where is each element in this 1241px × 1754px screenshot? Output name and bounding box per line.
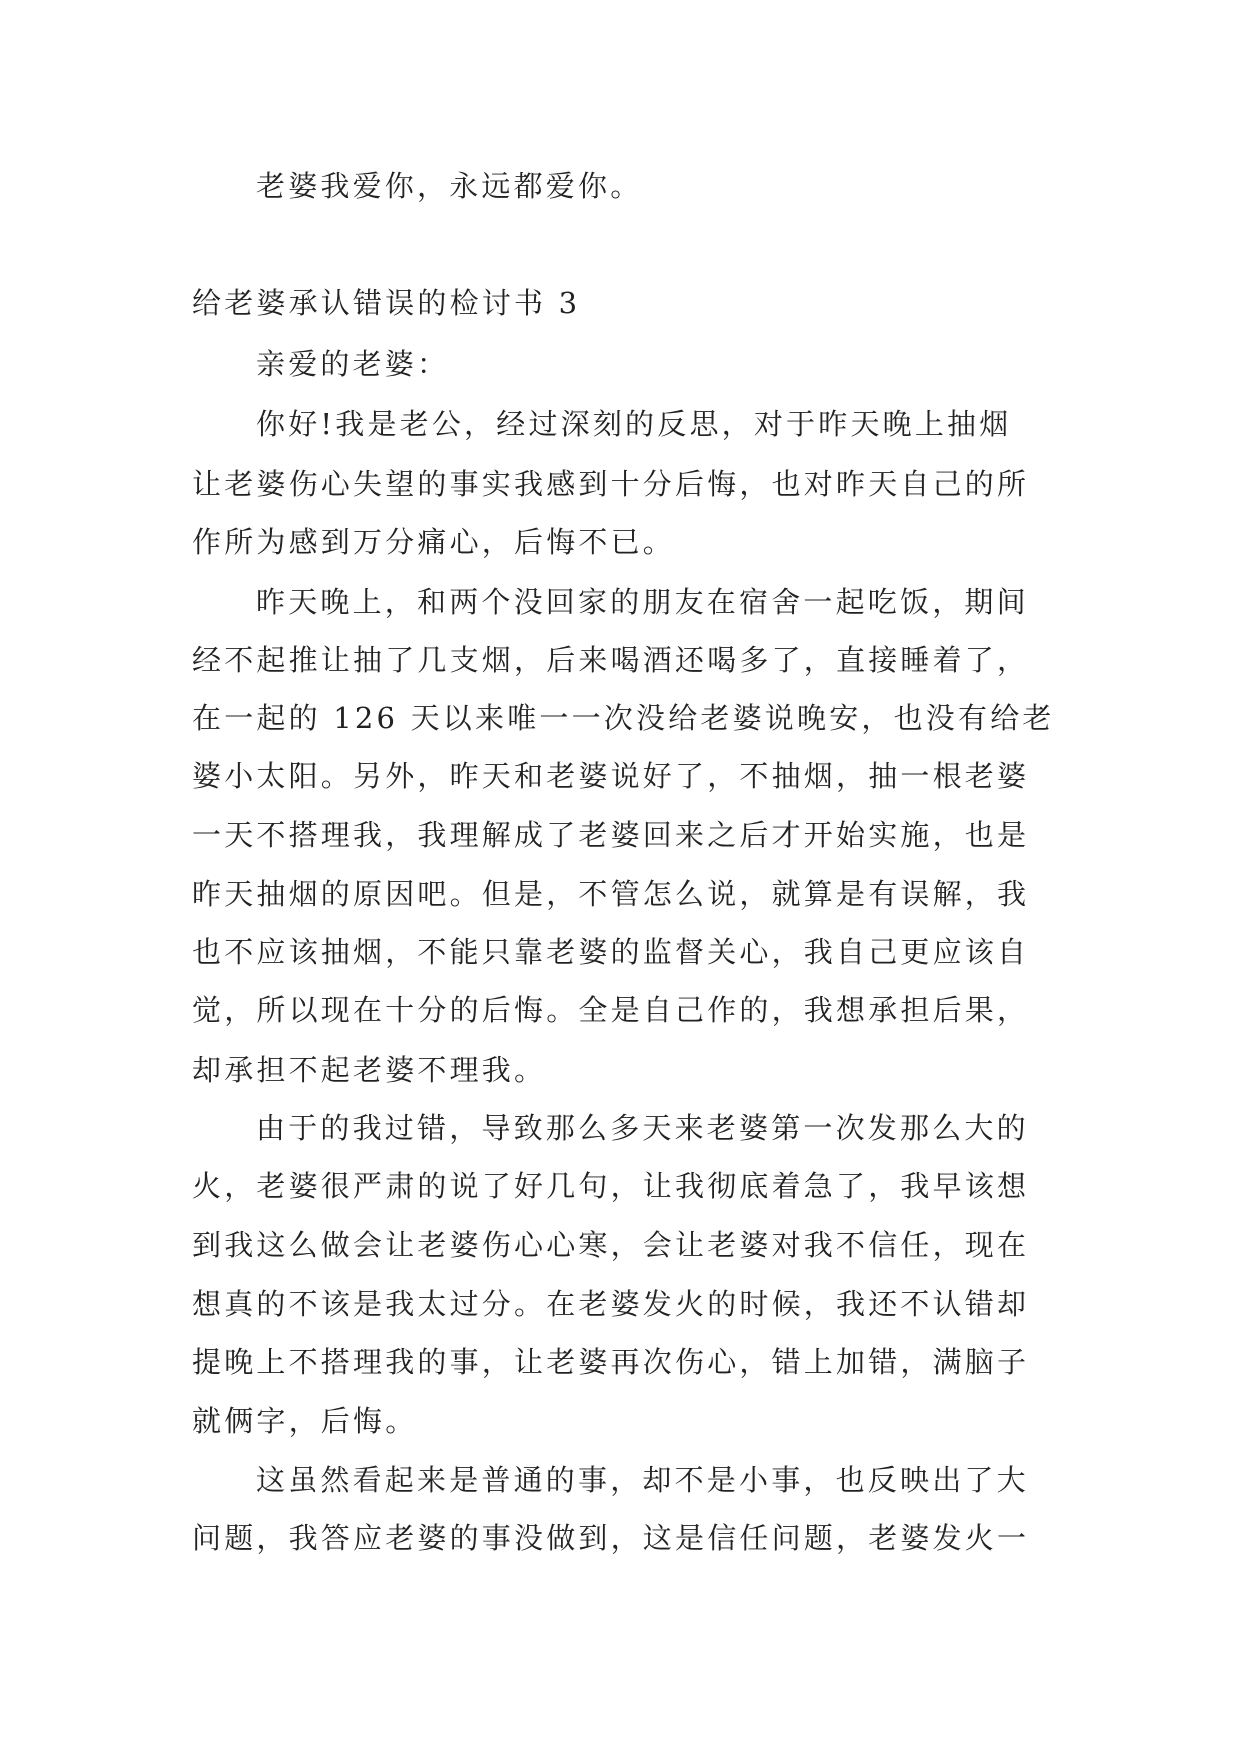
paragraph-line: 却承担不起老婆不理我。 (192, 1053, 547, 1087)
paragraph-line: 一天不搭理我，我理解成了老婆回来之后才开始实施，也是 (192, 818, 1030, 852)
paragraph-line: 让老婆伤心失望的事实我感到十分后悔，也对昨天自己的所 (192, 467, 1030, 501)
paragraph-line: 在一起的 126 天以来唯一一次没给老婆说晚安，也没有给老 (192, 701, 1055, 735)
paragraph-line: 作所为感到万分痛心，后悔不已。 (192, 525, 676, 559)
paragraph-line: 你好!我是老公，经过深刻的反思，对于昨天晚上抽烟 (256, 407, 1012, 441)
salutation: 亲爱的老婆： (256, 347, 450, 381)
paragraph-line: 就俩字，后悔。 (192, 1404, 418, 1438)
paragraph-line: 觉，所以现在十分的后悔。全是自己作的，我想承担后果， (192, 993, 1030, 1027)
section-title: 给老婆承认错误的检讨书 3 (192, 286, 581, 320)
paragraph-line: 也不应该抽烟，不能只靠老婆的监督关心，我自己更应该自 (192, 935, 1030, 969)
paragraph-line: 婆小太阳。另外，昨天和老婆说好了，不抽烟，抽一根老婆 (192, 759, 1030, 793)
paragraph-line: 问题，我答应老婆的事没做到，这是信任问题，老婆发火一 (192, 1521, 1030, 1555)
paragraph-line: 到我这么做会让老婆伤心心寒，会让老婆对我不信任，现在 (192, 1228, 1030, 1262)
paragraph-line: 由于的我过错，导致那么多天来老婆第一次发那么大的 (256, 1111, 1029, 1145)
paragraph-line: 这虽然看起来是普通的事，却不是小事，也反映出了大 (256, 1463, 1029, 1497)
paragraph-line: 昨天晚上，和两个没回家的朋友在宿舍一起吃饭，期间 (256, 585, 1029, 619)
closing-line: 老婆我爱你，永远都爱你。 (256, 169, 643, 203)
paragraph-line: 想真的不该是我太过分。在老婆发火的时候，我还不认错却 (192, 1287, 1030, 1321)
paragraph-line: 经不起推让抽了几支烟，后来喝酒还喝多了，直接睡着了， (192, 643, 1030, 677)
paragraph-line: 昨天抽烟的原因吧。但是，不管怎么说，就算是有误解，我 (192, 877, 1030, 911)
paragraph-line: 火，老婆很严肃的说了好几句，让我彻底着急了，我早该想 (192, 1169, 1030, 1203)
paragraph-line: 提晚上不搭理我的事，让老婆再次伤心，错上加错，满脑子 (192, 1345, 1030, 1379)
